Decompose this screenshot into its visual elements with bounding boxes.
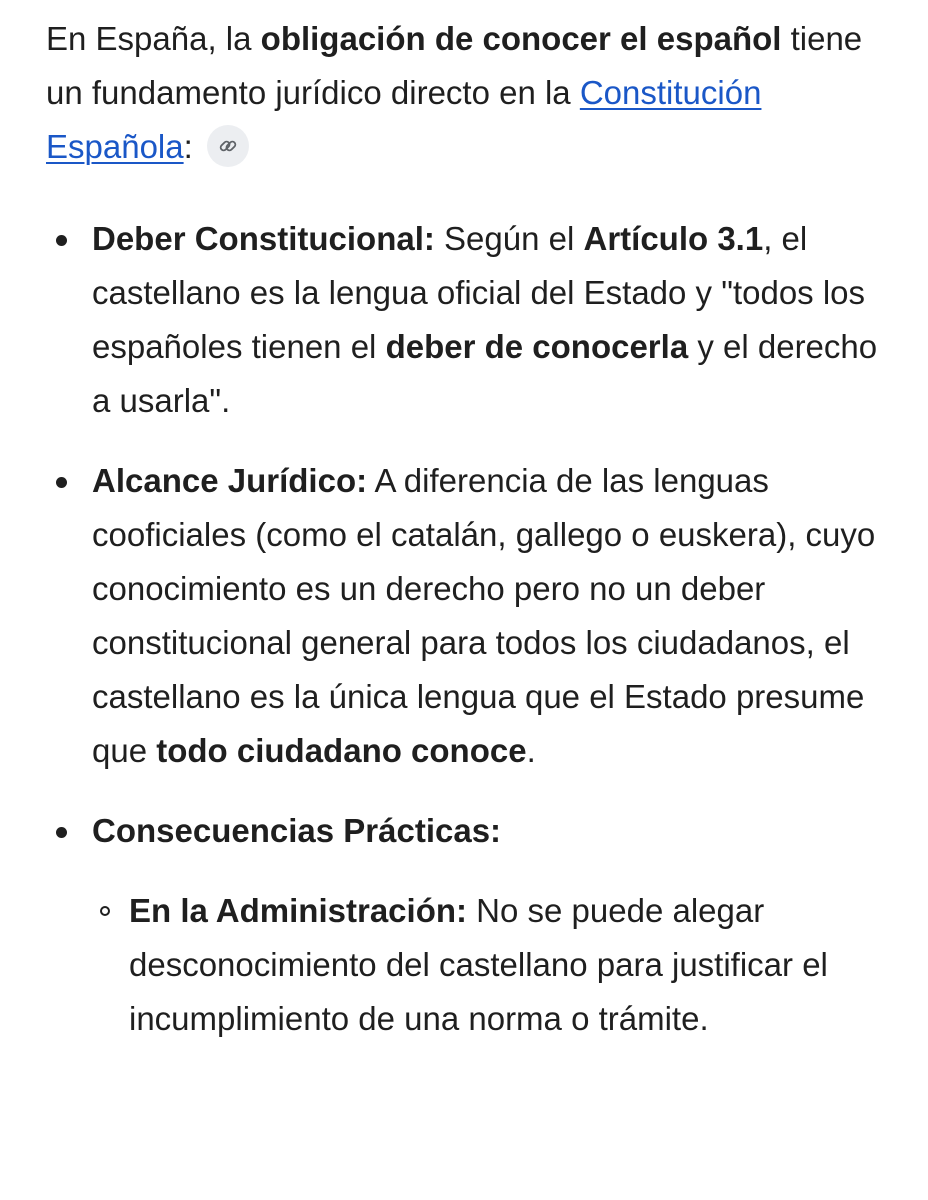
bullet-list [46, 212, 896, 1046]
bullet-text: y el derecho a usarla". [92, 328, 878, 419]
bullet-text: Según el [434, 220, 584, 257]
bullet-bold-text: deber de conocerla [385, 328, 689, 365]
source-link-chip[interactable] [207, 125, 249, 167]
list-item [46, 804, 896, 1046]
bullet-text: . [526, 732, 536, 769]
intro-paragraph [46, 12, 896, 174]
list-item [46, 454, 896, 778]
intro-bold-text: obligación de conocer el español [260, 20, 782, 57]
bullet-heading: Deber Constitucional: [92, 220, 435, 257]
response-content [46, 12, 896, 1046]
bullet-heading: Consecuencias Prácticas: [92, 812, 502, 849]
bullet-text: A diferencia de las lenguas cooficiales (como el catalán, gallego o euskera), cuyo conocimiento es un derecho pero no un deber constitucional general para todos los ciudadanos, el castellano es la única lengua que el Estado presume que [92, 462, 876, 769]
sub-item-heading: En la Administración: [129, 892, 467, 929]
list-item [46, 212, 896, 428]
intro-text-middle: tiene un fundamento jurídico directo en la [46, 20, 863, 111]
link-icon [218, 136, 238, 156]
bullet-text: , el castellano es la lengua oficial del Estado y "todos los españoles tienen el [92, 220, 866, 365]
sub-item-text: No se puede alegar desconocimiento del castellano para justificar el incumplimiento de una norma o trámite. [129, 892, 828, 1037]
intro-colon: : [183, 128, 193, 165]
bullet-bold-text: todo ciudadano conoce [156, 732, 527, 769]
bullet-heading: Alcance Jurídico: [92, 462, 368, 499]
intro-text-start: En España, la [46, 20, 261, 57]
sub-list-item [92, 884, 896, 1046]
constitution-link[interactable]: Constitución Española [46, 74, 762, 165]
bullet-bold-text: Artículo 3.1 [583, 220, 764, 257]
sub-list [92, 884, 896, 1046]
